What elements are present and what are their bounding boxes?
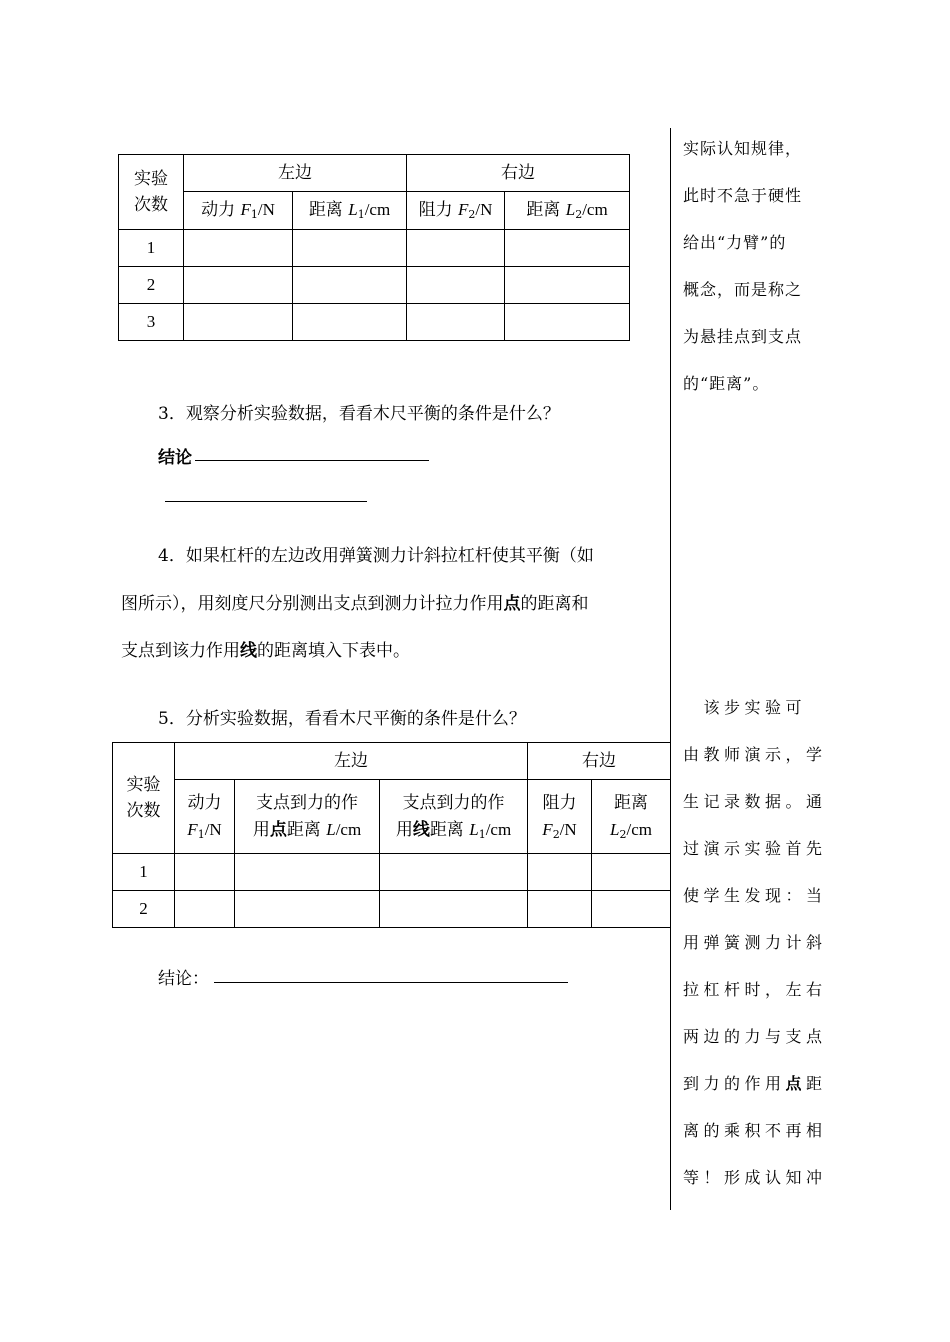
empty-cell[interactable] — [380, 891, 528, 928]
right-side-header: 右边 — [528, 743, 671, 780]
sidenote-2-line: 拉杠杆时，左右 — [683, 980, 827, 999]
question-4-line3: 支点到该力作用线的距离填入下表中。 — [121, 641, 410, 661]
margin-divider — [670, 128, 671, 1210]
trial-header-line2: 次数 — [134, 195, 168, 215]
answer-line-2[interactable] — [165, 501, 367, 502]
col-load-force: 阻力 $F_2/N$ — [528, 780, 592, 854]
col-effort-force: 动力 $F_1/N$ — [184, 192, 293, 230]
sidenote-2-line: 由教师演示，学 — [683, 745, 827, 764]
question-4-line1: 4．如果杠杆的左边改用弹簧测力计斜拉杠杆使其平衡（如 — [158, 546, 594, 566]
empty-cell[interactable] — [184, 304, 293, 341]
col-load-distance: 距离 $L_2/cm$ — [505, 192, 630, 230]
empty-cell[interactable] — [505, 230, 630, 267]
empty-cell[interactable] — [528, 891, 592, 928]
conclusion-label-2: 结论： — [158, 969, 209, 989]
question-4-line2: 图所示），用刻度尺分别测出支点到测力计拉力作用点的距离和 — [121, 594, 589, 614]
sidenote-1-line: 给出“力臂”的 — [683, 233, 787, 252]
empty-cell[interactable] — [235, 854, 380, 891]
question-5: 5．分析实验数据，看看木尺平衡的条件是什么？ — [158, 709, 526, 729]
sidenote-1-line: 概念，而是称之 — [683, 280, 803, 299]
conclusion-label-1: 结论 — [158, 448, 192, 468]
left-side-header: 左边 — [175, 743, 528, 780]
sidenote-1-line: 实际认知规律， — [683, 139, 803, 158]
empty-cell[interactable] — [407, 230, 505, 267]
sidenote-2-line: 生记录数据。通 — [683, 792, 827, 811]
table-row — [113, 891, 671, 928]
col-distance-to-point: 支点到力的作 用点距离 L/cm — [235, 780, 380, 854]
table-row — [119, 304, 630, 341]
sidenote-2-line: 两边的力与支点 — [683, 1027, 827, 1046]
empty-cell[interactable] — [380, 854, 528, 891]
col-distance-to-line: 支点到力的作 用线距离 $L_1/cm$ — [380, 780, 528, 854]
empty-cell[interactable] — [592, 854, 671, 891]
row-number: 1 — [113, 854, 175, 891]
col-load-force: 阻力 $F_2/N$ — [407, 192, 505, 230]
data-table-1 — [118, 154, 630, 341]
row-number: 2 — [113, 891, 175, 928]
trial-header-line1: 实验 — [126, 774, 161, 795]
empty-cell[interactable] — [528, 854, 592, 891]
right-side-header: 右边 — [407, 155, 630, 192]
sidenote-2-line: 该步实验可 — [683, 698, 807, 717]
trial-header — [113, 743, 175, 854]
sidenote-1-line: 的“距离”。 — [683, 374, 770, 393]
table-row — [119, 267, 630, 304]
col-effort-force: 动力 $F_1/N$ — [175, 780, 235, 854]
col-load-distance: 距离 $L_2/cm$ — [592, 780, 671, 854]
answer-line-3[interactable] — [214, 982, 568, 983]
sidenote-2-line: 等！形成认知冲 — [683, 1168, 827, 1187]
row-number: 2 — [119, 267, 184, 304]
sidenote-2-line: 使学生发现：当 — [683, 886, 827, 905]
empty-cell[interactable] — [407, 304, 505, 341]
sidenote-2-line: 离的乘积不再相 — [683, 1121, 827, 1140]
empty-cell[interactable] — [407, 267, 505, 304]
empty-cell[interactable] — [592, 891, 671, 928]
empty-cell[interactable] — [175, 891, 235, 928]
answer-line-1[interactable] — [195, 460, 429, 461]
sidenote-2-line: 过演示实验首先 — [683, 839, 827, 858]
data-table-2 — [112, 742, 671, 928]
sidenote-1-line: 此时不急于硬性 — [683, 186, 803, 205]
empty-cell[interactable] — [293, 304, 407, 341]
trial-header-line1: 实验 — [134, 168, 168, 189]
table-row — [113, 854, 671, 891]
question-3: 3．观察分析实验数据，看看木尺平衡的条件是什么？ — [158, 404, 560, 424]
empty-cell[interactable] — [175, 854, 235, 891]
empty-cell[interactable] — [505, 304, 630, 341]
empty-cell[interactable] — [505, 267, 630, 304]
row-number: 3 — [119, 304, 184, 341]
sidenote-2-line: 到力的作用点距 — [683, 1074, 827, 1093]
empty-cell[interactable] — [293, 230, 407, 267]
sidenote-2-line: 用弹簧测力计斜 — [683, 933, 827, 952]
empty-cell[interactable] — [235, 891, 380, 928]
empty-cell[interactable] — [293, 267, 407, 304]
empty-cell[interactable] — [184, 230, 293, 267]
left-side-header: 左边 — [184, 155, 407, 192]
col-effort-distance: 距离 $L_1/cm$ — [293, 192, 407, 230]
sidenote-1-line: 为悬挂点到支点 — [683, 327, 803, 346]
empty-cell[interactable] — [184, 267, 293, 304]
table-row — [119, 230, 630, 267]
trial-header — [119, 155, 184, 230]
trial-header-line2: 次数 — [126, 801, 161, 821]
row-number: 1 — [119, 230, 184, 267]
